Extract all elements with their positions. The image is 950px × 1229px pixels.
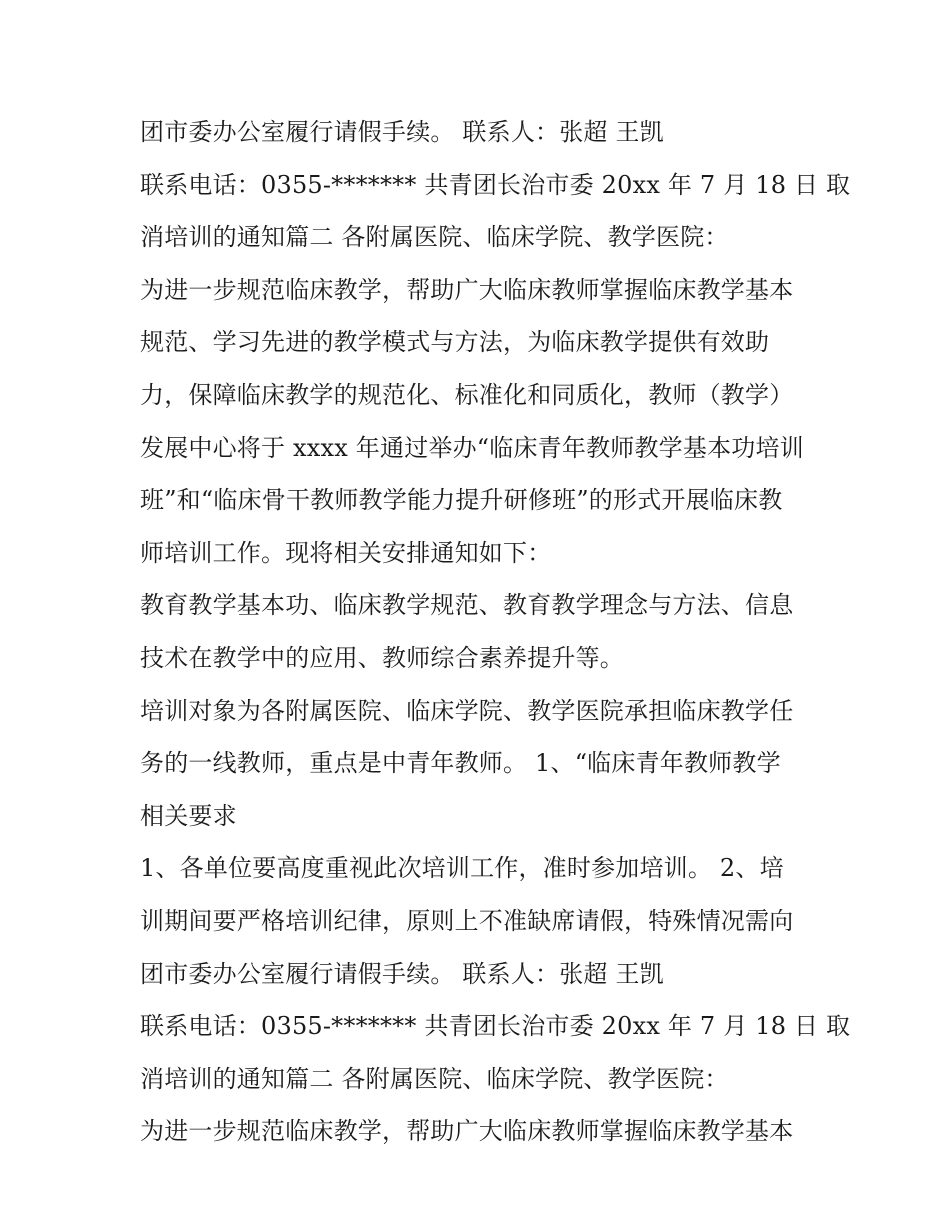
text-line: 技术在教学中的应用、教师综合素养提升等。 <box>140 643 624 672</box>
text-line: 消培训的通知篇二 各附属医院、临床学院、教学医院： <box>140 1064 729 1093</box>
text-line: 培训对象为各附属医院、临床学院、教学医院承担临床教学任 <box>140 696 794 725</box>
text-line: 为进一步规范临床教学，帮助广大临床教师掌握临床教学基本 <box>140 1117 794 1146</box>
text-line: 力，保障临床教学的规范化、标准化和同质化，教师（教学） <box>140 380 794 409</box>
text-line: 相关要求 <box>140 801 237 830</box>
text-line: 班”和“临床骨干教师教学能力提升研修班”的形式开展临床教 <box>140 486 783 515</box>
text-line: 教育教学基本功、临床教学规范、教育教学理念与方法、信息 <box>140 591 794 620</box>
text-line: 消培训的通知篇二 各附属医院、临床学院、教学医院： <box>140 223 729 252</box>
document-body <box>140 106 851 1158</box>
text-line: 团市委办公室履行请假手续。 联系人：张超 王凯 <box>140 118 664 146</box>
text-line: 联系电话：0355-******* 共青团长治市委 20xx 年 7 月 18 日 取 <box>140 170 851 199</box>
text-line: 训期间要严格培训纪律，原则上不准缺席请假，特殊情况需向 <box>140 906 794 935</box>
text-line: 为进一步规范临床教学，帮助广大临床教师掌握临床教学基本 <box>140 275 794 304</box>
text-line: 师培训工作。现将相关安排通知如下： <box>140 538 552 567</box>
text-line: 发展中心将于 xxxx 年通过举办“临床青年教师教学基本功培训 <box>140 433 804 462</box>
text-line: 联系电话：0355-******* 共青团长治市委 20xx 年 7 月 18 日 取 <box>140 1012 851 1041</box>
text-line: 1、各单位要高度重视此次培训工作，准时参加培训。 2、培 <box>140 854 784 883</box>
text-line: 规范、学习先进的教学模式与方法，为临床教学提供有效助 <box>140 328 770 357</box>
text-line: 务的一线教师，重点是中青年教师。 1、“临床青年教师教学 <box>140 749 781 778</box>
text-line: 团市委办公室履行请假手续。 联系人：张超 王凯 <box>140 959 664 988</box>
